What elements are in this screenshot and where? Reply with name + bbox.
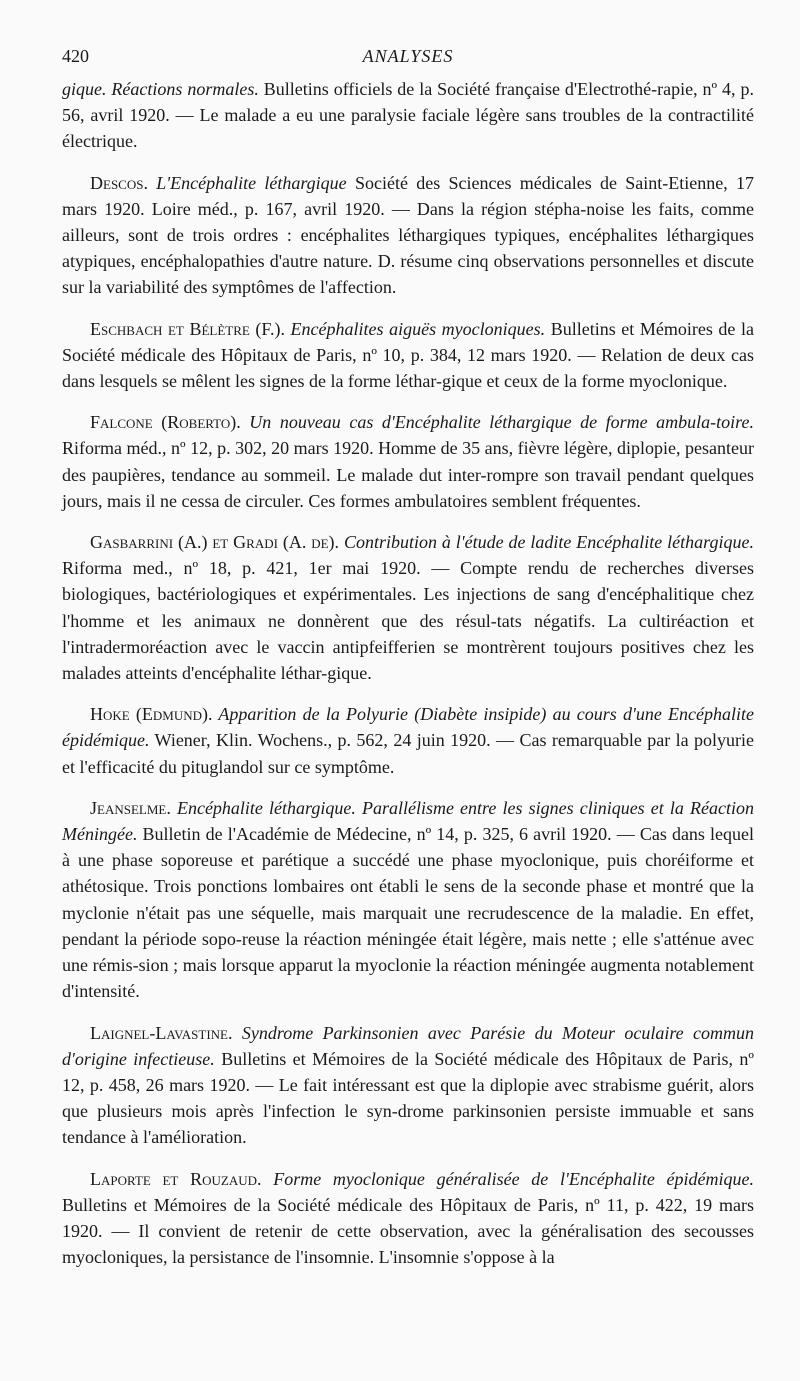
entry-author: Eschbach et Bélètre (F.). (90, 318, 285, 339)
entry-body: Bulletins et Mémoires de la Société médicale des Hôpitaux de Paris, nº 11, p. 422, 19 mars 1920. — Il convient de retenir de cette observation, avec la généralisation des secousses myocloniques, la persistance de l'insomnie. L'insomnie s'oppose à la (62, 1194, 754, 1268)
entry-hoke (62, 701, 754, 780)
entry-body: Wiener, Klin. Wochens., p. 562, 24 juin 1920. — Cas remarquable par la polyurie et l'efficacité du pituglandol sur ce symptôme. (62, 730, 754, 777)
entry-continuation (62, 76, 754, 155)
page-number: 420 (62, 46, 89, 66)
entry-descos (62, 170, 754, 301)
entry-body: Riforma med., nº 18, p. 421, 1er mai 1920. — Compte rendu de recherches diverses biologiques, bactériologiques et expérimentales. Les injections de sang d'encéphalitique chez l'homme et les animaux ne donnèrent que des résul-tats négatifs. La cultiréaction et l'intradermoréaction avec le vaccin antipfeifferien se montrèrent toujours positives chez les malades atteints d'encéphalite léthar-gique. (62, 558, 754, 684)
entry-title: Contribution à l'étude de ladite Encéphalite léthargique. (339, 532, 754, 553)
entry-body: Bulletin de l'Académie de Médecine, nº 14, p. 325, 6 avril 1920. — Cas dans lequel à une phase soporeuse et parétique a succédé une phase myoclonique, puis choréiforme et athétosique. Trois ponctions lombaires ont établi le sens de la seconde phase et montré que la myclonie n'était pas une séquelle, mais marquait une recrudescence de la maladie. En effet, pendant la période sopo-reuse la réaction méningée était légère, mais nette ; elle s'atténue avec une rémis-sion ; mais lorsque apparut la myoclonie la réaction méningée augmenta notablement d'intensité. (62, 824, 754, 1002)
entry-title: Encéphalites aiguës myocloniques. (284, 318, 546, 339)
entry-title: L'Encéphalite léthargique (147, 172, 347, 193)
entry-author: Gasbarrini (A.) et Gradi (A. de). (90, 532, 340, 553)
entry-falcone (62, 409, 754, 514)
entry-title: Apparition de la Polyurie (Diabète insipide) au cours d'une Encéphalite épidémique. (62, 704, 755, 751)
entry-body: Bulletins et Mémoires de la Société médicale des Hôpitaux de Paris, nº 10, p. 384, 12 mars 1920. — Relation de deux cas dans lesquels se mêlent les signes de la forme léthar-gique et ceux de la forme myoclonique. (62, 318, 754, 392)
entry-laignel-lavastine (62, 1020, 754, 1151)
entry-body: Riforma méd., nº 12, p. 302, 20 mars 1920. Homme de 35 ans, fièvre légère, diplopie, pesanteur des paupières, tendance au sommeil. Le malade dut inter-rompre son travail pendant quelques jours, mais il ne cessa de circuler. Ces formes ambulatoires semblent fréquentes. (62, 438, 754, 511)
entry-body: Bulletins officiels de la Société française d'Electrothé-rapie, nº 4, p. 56, avril 1920. — Le malade a eu une paralysie faciale légère sans troubles de la contractilité électrique. (62, 79, 754, 152)
entry-author: Falcone (Roberto). (90, 412, 241, 433)
entry-title: gique. Réactions normales. (62, 79, 259, 99)
entry-body: Société des Sciences médicales de Saint-Etienne, 17 mars 1920. Loire méd., p. 167, avril 1920. — Dans la région stépha-noise les faits, comme ailleurs, sont de trois ordres : encéphalites léthargiques typiques, encéphalites léthargiques atypiques, encéphalopathies d'autre nature. D. résume cinq observations personnelles et discute sur la variabilité des symptômes de l'affection. (62, 172, 754, 298)
running-title: ANALYSES (362, 46, 454, 66)
entry-title: Un nouveau cas d'Encéphalite léthargique de forme ambula-toire. (240, 412, 754, 433)
entry-author: Laporte et Rouzaud. (90, 1168, 262, 1189)
entry-gasbarrini (62, 529, 754, 686)
entry-author: Laignel-Lavastine. (90, 1022, 233, 1043)
entry-author: Hoke (Edmund). (90, 704, 213, 725)
entry-jeanselme (62, 795, 754, 1005)
entry-title: Encéphalite léthargique. Parallélisme entre les signes cliniques et la Réaction Méningée. (62, 797, 754, 845)
entry-body: Bulletins et Mémoires de la Société médicale des Hôpitaux de Paris, nº 12, p. 458, 26 mars 1920. — Le fait intéressant est que la diplopie avec strabisme guérit, alors que plusieurs mois après l'infection le syn-drome parkinsonien persiste immuable et sans tendance à l'amélioration. (62, 1048, 755, 1148)
entry-title: Forme myoclonique généralisée de l'Encéphalite épidémique. (261, 1168, 754, 1189)
entry-title: Syndrome Parkinsonien avec Parésie du Moteur oculaire commun d'origine infectieuse. (62, 1022, 754, 1069)
entry-author: Descos. (90, 172, 148, 193)
entry-author: Jeanselme. (90, 797, 171, 818)
entry-eschbach (62, 316, 754, 395)
entry-laporte (62, 1166, 754, 1271)
running-header (62, 46, 754, 76)
